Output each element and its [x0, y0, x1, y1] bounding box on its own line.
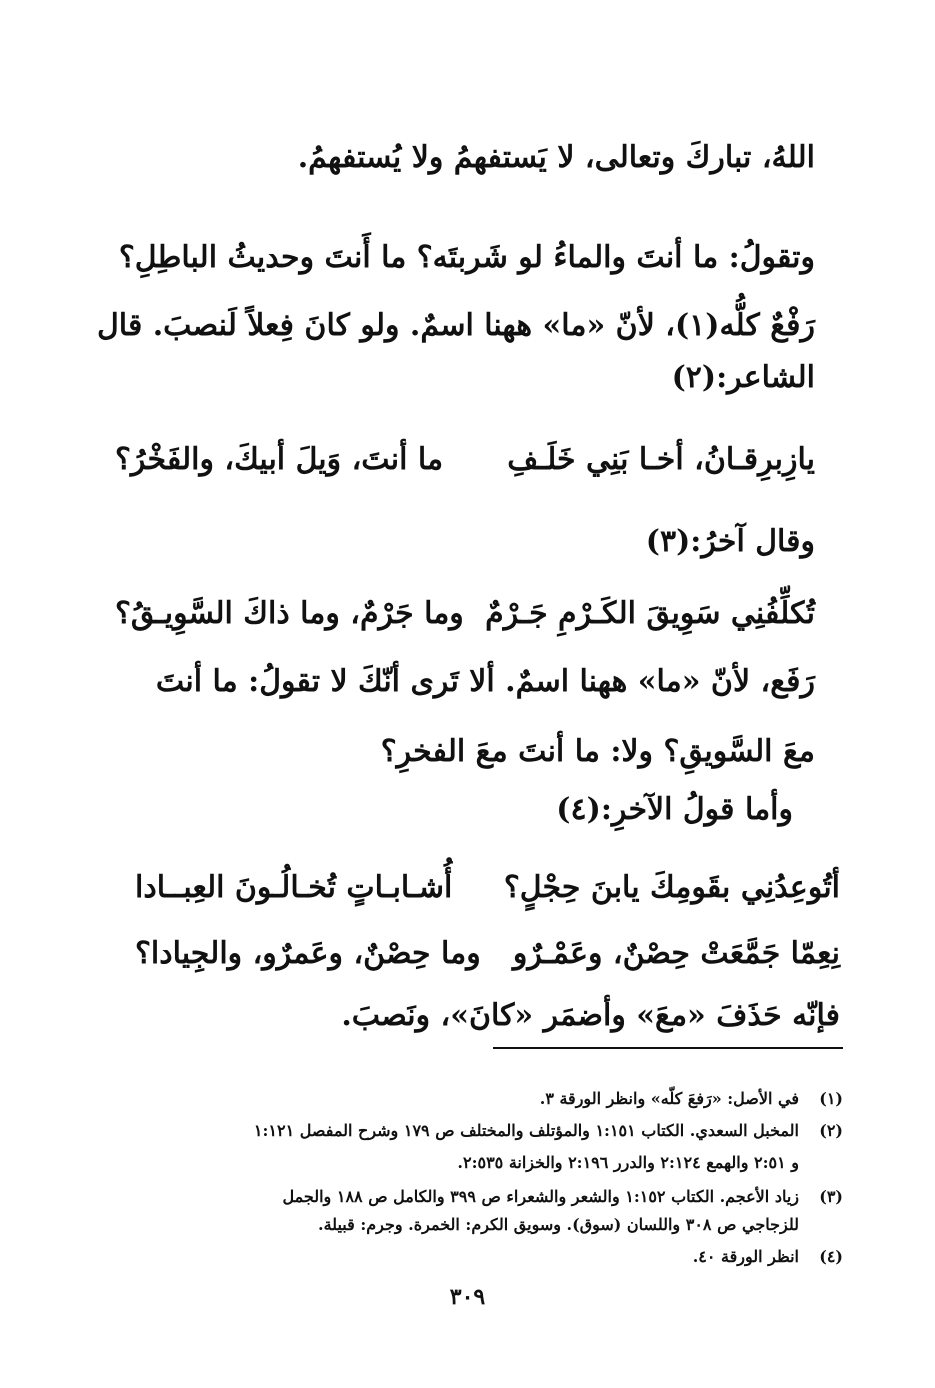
footnote-2-text: المخبل السعدي. الكتاب ١:١٥١ والمؤتلف والمختلف ص ١٧٩ وشرح المفصل ١:١٢١ — [253, 1121, 799, 1140]
text-line-3: رَفْعٌ كلُّه(١)، لأنّ «ما» ههنا اسمٌ. ولو كانَ فِعلاً لَنصبَ. قال — [97, 308, 815, 343]
verse-3 — [135, 868, 840, 908]
footnote-1-number: (١) — [819, 1089, 843, 1108]
text-line-7: معَ السَّويقِ؟ ولا: ما أنتَ معَ الفخرِ؟ — [380, 734, 815, 769]
verse-1-first-hemistich: يازِبرِقـانُ، أخـا بَنِي خَلَـفِ — [507, 442, 815, 477]
text-line-4: الشاعر:(٢) — [671, 360, 815, 395]
text-line-8: وأما قولُ الآخرِ:(٤) — [556, 792, 793, 827]
footnote-2 — [143, 1118, 843, 1144]
footnote-2-number: (٢) — [819, 1121, 843, 1140]
verse-2-second-hemistich: وما جَرْمٌ، وما ذاكَ السَّوِيـقُ؟ — [115, 596, 464, 631]
verse-2-first-hemistich: تُكلِّفُنِي سَوِيقَ الكَـرْمِ جَـرْمٌ — [485, 596, 815, 631]
verse-4-second-hemistich: وما حِصْنٌ، وعَمرٌو، والجِيادا؟ — [135, 936, 481, 971]
verse-1 — [115, 440, 815, 480]
footnote-separator — [493, 1047, 843, 1049]
text-line-5: وقال آخرُ:(٣) — [645, 524, 815, 559]
verse-3-second-hemistich: أُشـابـاتٍ تُخـالُـونَ العِبــادا — [135, 870, 453, 905]
footnote-1 — [143, 1086, 843, 1112]
verse-4 — [135, 934, 840, 974]
text-line-1: اللهُ، تباركَ وتعالى، لا يَستفهمُ ولا يُستفهمُ. — [297, 140, 815, 175]
verse-3-first-hemistich: أتُوعِدُنِي بقَومِكَ يابنَ حِجْلٍ؟ — [503, 870, 840, 905]
footnote-2-continuation: و ٢:٥١ والهمع ٢:١٢٤ والدرر ٢:١٩٦ والخزانة ٢:٥٣٥. — [457, 1153, 799, 1172]
text-line-9: فإنّه حَذَفَ «معَ» وأضمَر «كانَ»، ونَصبَ. — [341, 998, 840, 1033]
text-line-6: رَفَع، لأنّ «ما» ههنا اسمٌ. ألا تَرى أنّكَ لا تقولُ: ما أنتَ — [155, 664, 815, 699]
page-number: ٣٠٩ — [449, 1284, 486, 1310]
footnote-3-number: (٣) — [819, 1187, 843, 1206]
footnote-1-text: في الأصل: «رَفعَ كلّه» وانظر الورقة ٣. — [539, 1089, 799, 1108]
footnote-3-text: زياد الأعجم. الكتاب ١:١٥٢ والشعر والشعراء ص ٣٩٩ والكامل ص ١٨٨ والجمل — [282, 1187, 799, 1206]
footnote-4 — [143, 1244, 843, 1270]
verse-2 — [115, 594, 815, 634]
footnote-4-number: (٤) — [819, 1247, 843, 1266]
verse-1-second-hemistich: ما أنتَ، وَيلَ أبيكَ، والفَخْرُ؟ — [115, 442, 444, 477]
footnote-3-continuation: للزجاجي ص ٣٠٨ واللسان (سوق). وسويق الكرم: الخمرة. وجرم: قبيلة. — [318, 1215, 799, 1234]
text-line-2: وتقولُ: ما أنتَ والماءُ لو شَربتَه؟ ما أَنتَ وحديثُ الباطِلِ؟ — [118, 240, 815, 275]
footnote-3 — [143, 1184, 843, 1210]
verse-4-first-hemistich: نِعِمّا جَمَّعَتْ حِصْنٌ، وعَمْـرٌو — [512, 936, 840, 971]
footnote-4-text: انظر الورقة ٤٠. — [692, 1247, 799, 1266]
